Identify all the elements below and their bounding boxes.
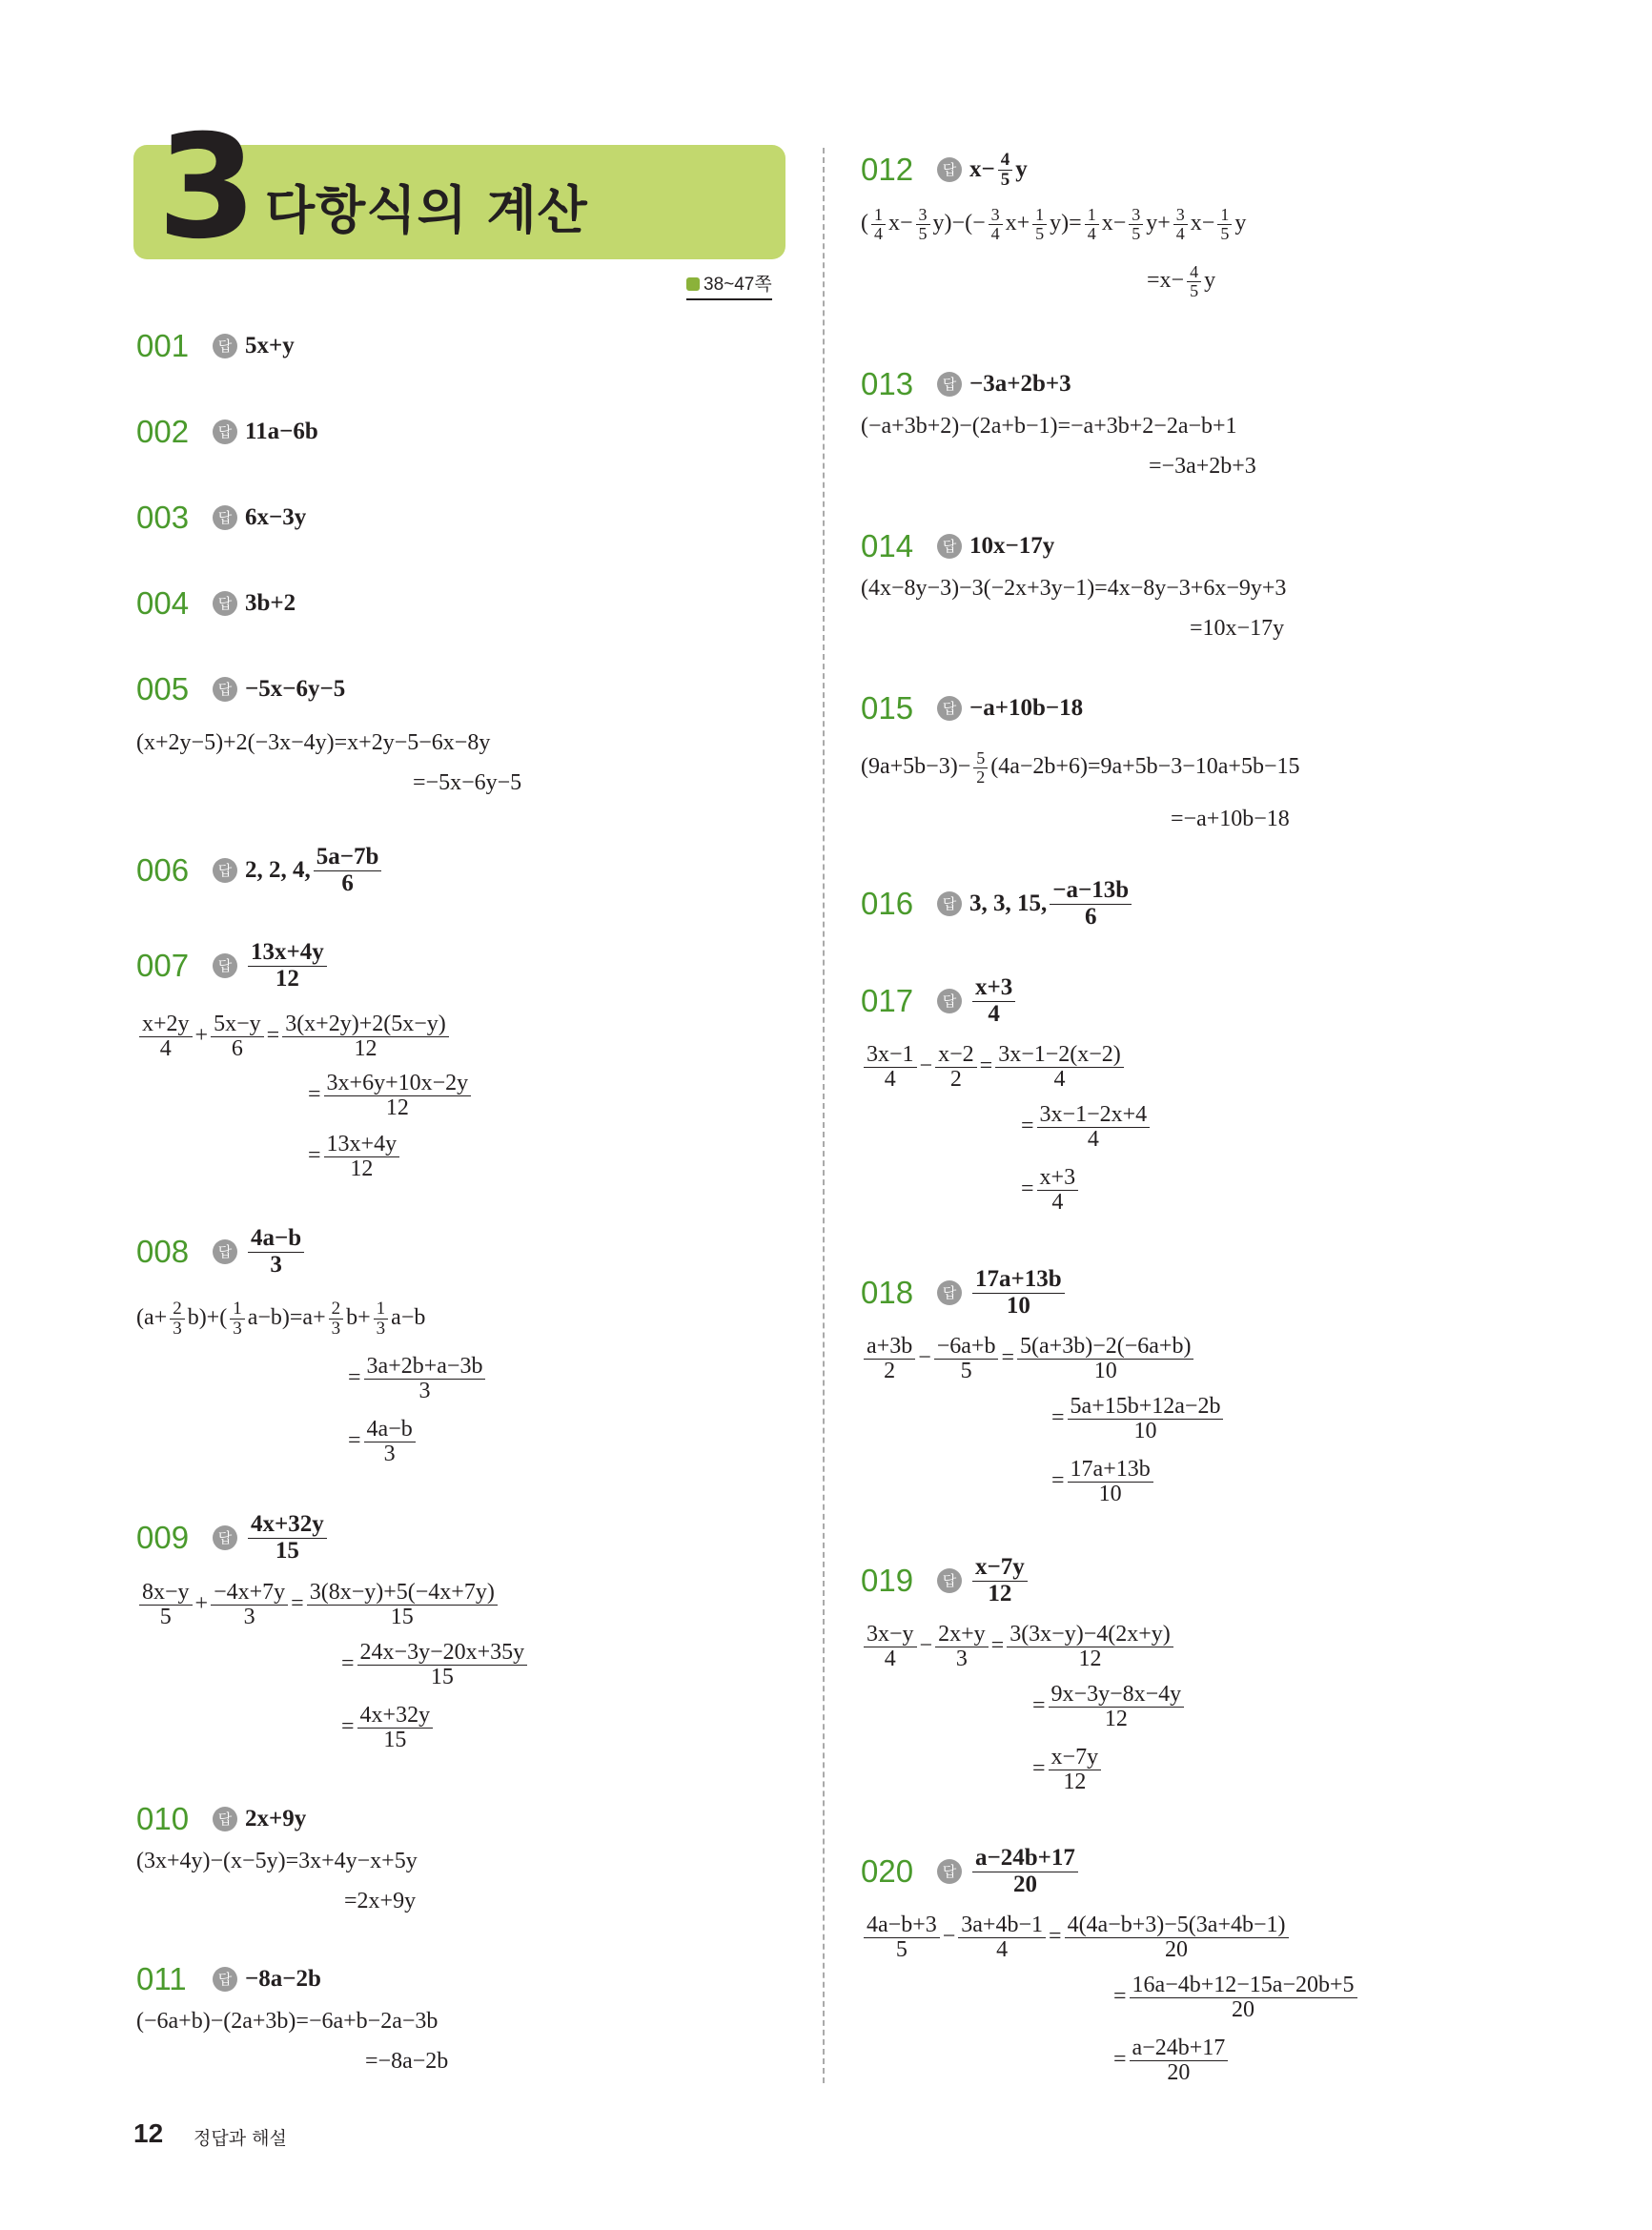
answer-009 bbox=[136, 1511, 530, 1758]
denominator: 15 bbox=[275, 1537, 299, 1564]
answer-fraction bbox=[972, 1846, 1078, 1897]
answer-text: 6x−3y bbox=[245, 504, 307, 530]
answer-fraction bbox=[248, 1226, 304, 1278]
answer-fraction bbox=[1050, 878, 1132, 930]
answer-fraction bbox=[248, 940, 327, 992]
answer-001 bbox=[136, 324, 295, 368]
answer-badge: 답 bbox=[213, 1239, 237, 1264]
answer-017 bbox=[861, 974, 1152, 1220]
answer-013 bbox=[861, 362, 1256, 486]
work-line: (a+ $\frac{2}{3}$ b)+( $\frac{1}{3}$ a−b)=a+ $\frac{2}{3}$ b+ $\frac{1}{3}$ a−b bbox=[136, 1299, 426, 1339]
work-line: $\frac{8x-y}{5}$ + $\frac{-4x+7y}{3}$ = $\frac{3(8x-y)+5(-4x+7y)}{15}$ bbox=[136, 1575, 530, 1632]
numerator: a−24b+17 bbox=[972, 1846, 1078, 1872]
work-line: (4x−8y−3)−3(−2x+3y−1)=4x−8y−3+6x−9y+3 bbox=[861, 576, 1287, 601]
page-number: 12 bbox=[133, 2118, 164, 2148]
answer-badge: 답 bbox=[213, 858, 237, 883]
answer-text: 10x−17y bbox=[969, 533, 1055, 559]
work-line: = $\frac{13x+4y}{12}$ bbox=[136, 1125, 474, 1186]
answer-badge: 답 bbox=[213, 1967, 237, 1992]
work-line: = $\frac{3a+2b+a-3b}{3}$ bbox=[136, 1346, 488, 1409]
work-line: $\frac{x+2y}{4}$ + $\frac{5x-y}{6}$ = $\frac{3(x+2y)+2(5x-y)}{12}$ bbox=[136, 1007, 474, 1064]
answer-badge: 답 bbox=[937, 534, 962, 559]
answer-badge: 답 bbox=[937, 372, 962, 397]
work-line: (9a+5b−3)− $\frac{5}{2}$ (4a−2b+6)=9a+5b−3−10a+5b−15 bbox=[861, 748, 1300, 787]
answer-badge: 답 bbox=[213, 591, 237, 616]
answer-004 bbox=[136, 582, 296, 625]
work-line: = $\frac{17a+13b}{10}$ bbox=[861, 1449, 1226, 1512]
numerator: 13x+4y bbox=[248, 940, 327, 966]
work-line: $\frac{a+3b}{2}$ − $\frac{-6a+b}{5}$ = $\frac{5(a+3b)-2(-6a+b)}{10}$ bbox=[861, 1329, 1226, 1386]
work-line: $\frac{3x-y}{4}$ − $\frac{2x+y}{3}$ = $\frac{3(3x-y)-4(2x+y)}{12}$ bbox=[861, 1617, 1187, 1674]
work-line: =−a+10b−18 bbox=[1171, 807, 1290, 831]
problem-number: 019 bbox=[861, 1563, 914, 1598]
denominator: 5 bbox=[1000, 169, 1010, 190]
work-line: $\frac{3x-1}{4}$ − $\frac{x-2}{2}$ = $\frac{3x-1-2(x-2)}{4}$ bbox=[861, 1037, 1152, 1095]
work-line: (−a+3b+2)−(2a+b−1)=−a+3b+2−2a−b+1 bbox=[861, 414, 1237, 439]
problem-number: 018 bbox=[861, 1275, 914, 1310]
answer-005 bbox=[136, 667, 521, 803]
work-line: = $\frac{x+3}{4}$ bbox=[861, 1157, 1152, 1220]
problem-number: 013 bbox=[861, 366, 914, 401]
numerator: 4x+32y bbox=[248, 1512, 327, 1538]
problem-number: 005 bbox=[136, 671, 190, 706]
denominator: 10 bbox=[1006, 1292, 1030, 1319]
column-divider bbox=[823, 148, 825, 2083]
page-range-text: 38~47쪽 bbox=[704, 275, 772, 295]
numerator: 4a−b bbox=[248, 1226, 304, 1252]
denominator: 6 bbox=[1084, 903, 1097, 930]
work-line: (3x+4y)−(x−5y)=3x+4y−x+5y bbox=[136, 1849, 418, 1873]
problem-number: 006 bbox=[136, 852, 190, 888]
answer-badge: 답 bbox=[937, 157, 962, 182]
answer-fraction bbox=[998, 151, 1013, 190]
denominator: 20 bbox=[1012, 1871, 1037, 1897]
denominator: 12 bbox=[275, 965, 299, 992]
work-line: = $\frac{16a-4b+12-15a-20b+5}{20}$ bbox=[861, 1965, 1360, 2028]
work-line: =−8a−2b bbox=[365, 2049, 449, 2074]
page-range bbox=[686, 270, 772, 300]
answer-text: −3a+2b+3 bbox=[969, 371, 1071, 397]
numerator: 4 bbox=[998, 151, 1013, 171]
answer-fraction bbox=[972, 1267, 1065, 1319]
work-line: = $\frac{4x+32y}{15}$ bbox=[136, 1695, 530, 1758]
problem-number: 008 bbox=[136, 1234, 190, 1269]
numerator: 5a−7b bbox=[314, 845, 382, 870]
answer-text: −a+10b−18 bbox=[969, 695, 1084, 721]
problem-number: 012 bbox=[861, 152, 914, 187]
work-line: = $\frac{24x-3y-20x+35y}{15}$ bbox=[136, 1632, 530, 1695]
answer-badge: 답 bbox=[937, 989, 962, 1013]
answer-badge: 답 bbox=[937, 1568, 962, 1593]
answer-badge: 답 bbox=[213, 419, 237, 444]
answer-014 bbox=[861, 524, 1286, 648]
answer-badge: 답 bbox=[937, 1859, 962, 1884]
problem-number: 020 bbox=[861, 1853, 914, 1889]
work-line: = $\frac{5a+15b+12a-2b}{10}$ bbox=[861, 1386, 1226, 1449]
answer-fraction bbox=[972, 975, 1015, 1027]
answer-text: 3, 3, 15, bbox=[969, 890, 1048, 916]
chapter-number: 3 bbox=[157, 105, 257, 271]
answer-020 bbox=[861, 1845, 1360, 2091]
problem-number: 010 bbox=[136, 1801, 190, 1836]
work-line: = $\frac{9x-3y-8x-4y}{12}$ bbox=[861, 1674, 1187, 1737]
answer-badge: 답 bbox=[937, 696, 962, 721]
work-line: = $\frac{x-7y}{12}$ bbox=[861, 1737, 1187, 1800]
answer-badge: 답 bbox=[937, 891, 962, 916]
answer-015 bbox=[861, 686, 1299, 843]
work-line: = $\frac{3x+6y+10x-2y}{12}$ bbox=[136, 1064, 474, 1125]
problem-number: 017 bbox=[861, 983, 914, 1018]
answer-text: −5x−6y−5 bbox=[245, 676, 346, 702]
work-line: $\frac{4a-b+3}{5}$ − $\frac{3a+4b-1}{4}$ = $\frac{4(4a-b+3)-5(3a+4b-1)}{20}$ bbox=[861, 1908, 1360, 1965]
answer-text: 2, 2, 4, bbox=[245, 857, 311, 883]
problem-number: 003 bbox=[136, 500, 190, 535]
answer-badge: 답 bbox=[937, 1280, 962, 1305]
work-line: (x+2y−5)+2(−3x−4y)=x+2y−5−6x−8y bbox=[136, 730, 491, 755]
answer-011 bbox=[136, 1957, 448, 2081]
work-line: (−6a+b)−(2a+3b)=−6a+b−2a−3b bbox=[136, 2009, 438, 2034]
denominator: 4 bbox=[988, 1000, 1000, 1027]
answer-text: 11a−6b bbox=[245, 419, 318, 444]
answer-007 bbox=[136, 939, 474, 1186]
denominator: 12 bbox=[988, 1580, 1012, 1606]
answer-badge: 답 bbox=[213, 505, 237, 530]
numerator: 17a+13b bbox=[972, 1267, 1065, 1293]
work-line: =−5x−6y−5 bbox=[413, 770, 522, 795]
work-line: =10x−17y bbox=[1190, 616, 1285, 641]
answer-018 bbox=[861, 1266, 1226, 1512]
problem-number: 015 bbox=[861, 690, 914, 726]
answer-003 bbox=[136, 496, 306, 540]
numerator: −a−13b bbox=[1050, 878, 1132, 904]
work-line: =−3a+2b+3 bbox=[1149, 454, 1256, 479]
numerator: x−7y bbox=[972, 1555, 1028, 1581]
answer-006 bbox=[136, 844, 384, 896]
answer-fraction bbox=[314, 845, 382, 896]
problem-number: 011 bbox=[136, 1961, 187, 1996]
answer-text: 2x+9y bbox=[245, 1806, 307, 1831]
answer-text: x− bbox=[969, 156, 995, 182]
numerator: x+3 bbox=[972, 975, 1015, 1001]
answer-002 bbox=[136, 410, 318, 454]
footer-label: 정답과 해설 bbox=[194, 2128, 287, 2149]
work-line: =x− $\frac{4}{5}$ y bbox=[1147, 262, 1216, 300]
answer-badge: 답 bbox=[213, 1807, 237, 1831]
answer-fraction bbox=[972, 1555, 1028, 1606]
answer-badge: 답 bbox=[213, 334, 237, 358]
problem-number: 007 bbox=[136, 948, 190, 983]
problem-number: 009 bbox=[136, 1520, 190, 1555]
problem-number: 002 bbox=[136, 414, 190, 449]
work-line: =2x+9y bbox=[344, 1889, 417, 1913]
answer-008 bbox=[136, 1225, 488, 1472]
answer-010 bbox=[136, 1797, 418, 1921]
denominator: 6 bbox=[341, 869, 354, 896]
answer-text: 5x+y bbox=[245, 333, 295, 358]
work-line: = $\frac{3x-1-2x+4}{4}$ bbox=[861, 1095, 1152, 1157]
answer-badge: 답 bbox=[213, 1525, 237, 1550]
problem-number: 001 bbox=[136, 328, 190, 363]
problem-number: 016 bbox=[861, 886, 914, 921]
work-line: ( $\frac{1}{4}$ x− $\frac{3}{5}$ y)−(− $\frac{3}{4}$ x+ $\frac{1}{5}$ y)= $\frac{1}{4}$ x− $\frac{3}{5}$ y+ $\frac{3}{4}$ x− $\frac{1}{5}$ y bbox=[861, 205, 1247, 243]
answer-016 bbox=[861, 877, 1134, 931]
answer-text: 3b+2 bbox=[245, 590, 296, 616]
answer-fraction bbox=[248, 1512, 327, 1564]
book-icon bbox=[686, 277, 700, 291]
answer-text: y bbox=[1015, 156, 1028, 182]
answer-text: −8a−2b bbox=[245, 1966, 321, 1992]
chapter-title: 다항식의 계산 bbox=[265, 180, 588, 240]
answer-badge: 답 bbox=[213, 953, 237, 978]
answer-badge: 답 bbox=[213, 677, 237, 702]
denominator: 3 bbox=[270, 1251, 282, 1278]
answer-019 bbox=[861, 1554, 1187, 1800]
work-line: = $\frac{a-24b+17}{20}$ bbox=[861, 2028, 1360, 2091]
answer-012 bbox=[861, 145, 1246, 309]
work-line: = $\frac{4a-b}{3}$ bbox=[136, 1409, 488, 1472]
problem-number: 014 bbox=[861, 528, 914, 563]
problem-number: 004 bbox=[136, 585, 190, 621]
